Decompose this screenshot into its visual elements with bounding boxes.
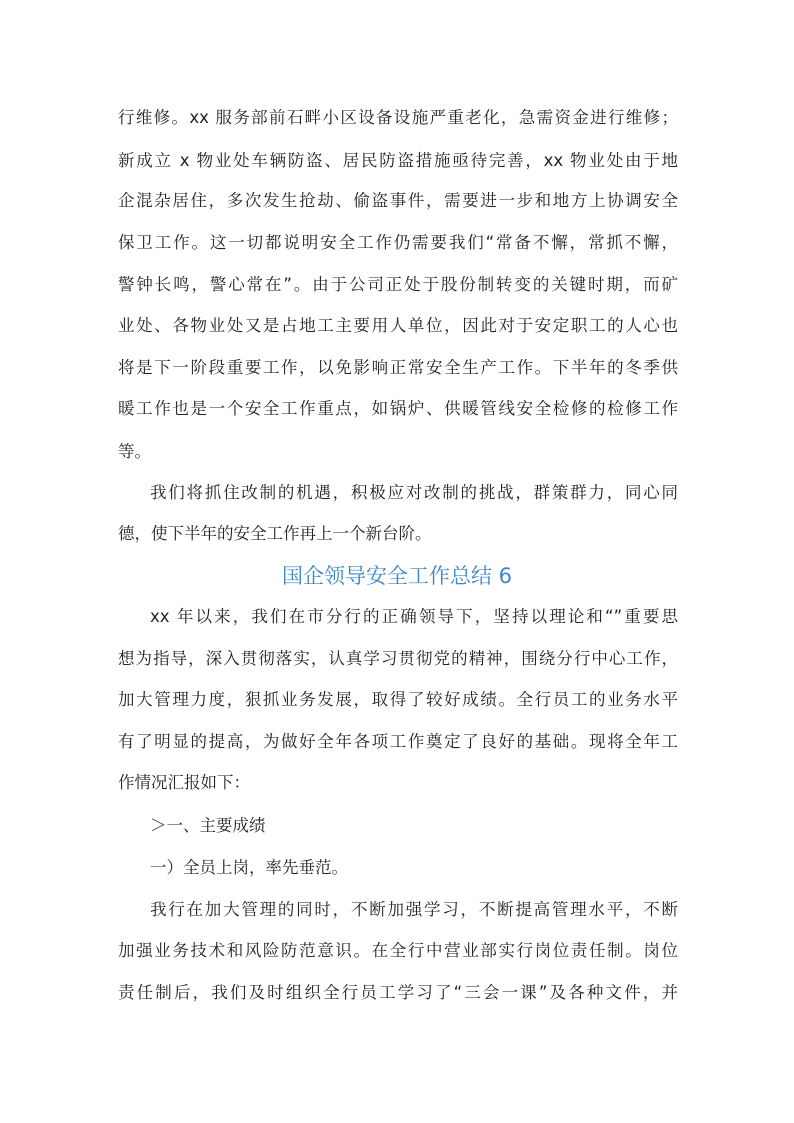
subheading-line: ＞一、主要成绩 bbox=[150, 816, 266, 835]
section-heading: 国企领导安全工作总结 6 bbox=[281, 564, 513, 588]
paragraph-line: xx 年以来，我们在市分行的正确领导下，坚持以理论和“”重要思 bbox=[150, 607, 678, 626]
paragraph-line: 新成立 x 物业处车辆防盗、居民防盗措施亟待完善，xx 物业处由于地 bbox=[118, 151, 678, 170]
subheading-line: 一）全员上岗，率先垂范。 bbox=[150, 858, 348, 877]
paragraph-line: 业处、各物业处又是占地工主要用人单位，因此对于安定职工的人心也 bbox=[118, 316, 678, 335]
paragraph-line: 企混杂居住，多次发生抢劫、偷盗事件，需要进一步和地方上协调安全 bbox=[118, 191, 678, 210]
paragraph-line: 保卫工作。这一切都说明安全工作仍需要我们“常备不懈，常抓不懈， bbox=[118, 233, 678, 252]
paragraph-line: 加大管理力度，狠抓业务发展，取得了较好成绩。全行员工的业务水平 bbox=[118, 690, 678, 709]
paragraph-line: 警钟长鸣，警心常在”。由于公司正处于股份制转变的关键时期，而矿 bbox=[118, 275, 678, 294]
paragraph-line: 行维修。xx 服务部前石畔小区设备设施严重老化，急需资金进行维修； bbox=[118, 108, 678, 127]
paragraph-line: 我们将抓住改制的机遇，积极应对改制的挑战，群策群力，同心同 bbox=[150, 483, 678, 502]
paragraph-line: 德，使下半年的安全工作再上一个新台阶。 bbox=[118, 524, 432, 543]
paragraph-line: 暖工作也是一个安全工作重点，如锅炉、供暖管线安全检修的检修工作 bbox=[118, 399, 678, 418]
paragraph-line: 等。 bbox=[118, 442, 151, 461]
paragraph-line: 将是下一阶段重要工作，以免影响正常安全生产工作。下半年的冬季供 bbox=[118, 358, 678, 377]
paragraph-line: 我行在加大管理的同时，不断加强学习，不断提高管理水平，不断 bbox=[150, 900, 678, 919]
paragraph-line: 想为指导，深入贯彻落实，认真学习贯彻党的精神，围绕分行中心工作， bbox=[118, 649, 678, 668]
paragraph-line: 加强业务技术和风险防范意识。在全行中营业部实行岗位责任制。岗位 bbox=[118, 941, 678, 960]
paragraph-line: 作情况汇报如下： bbox=[118, 773, 250, 792]
paragraph-line: 有了明显的提高，为做好全年各项工作奠定了良好的基础。现将全年工 bbox=[118, 732, 678, 751]
paragraph-line: 责任制后，我们及时组织全行员工学习了“三会一课”及各种文件，并 bbox=[118, 983, 678, 1002]
